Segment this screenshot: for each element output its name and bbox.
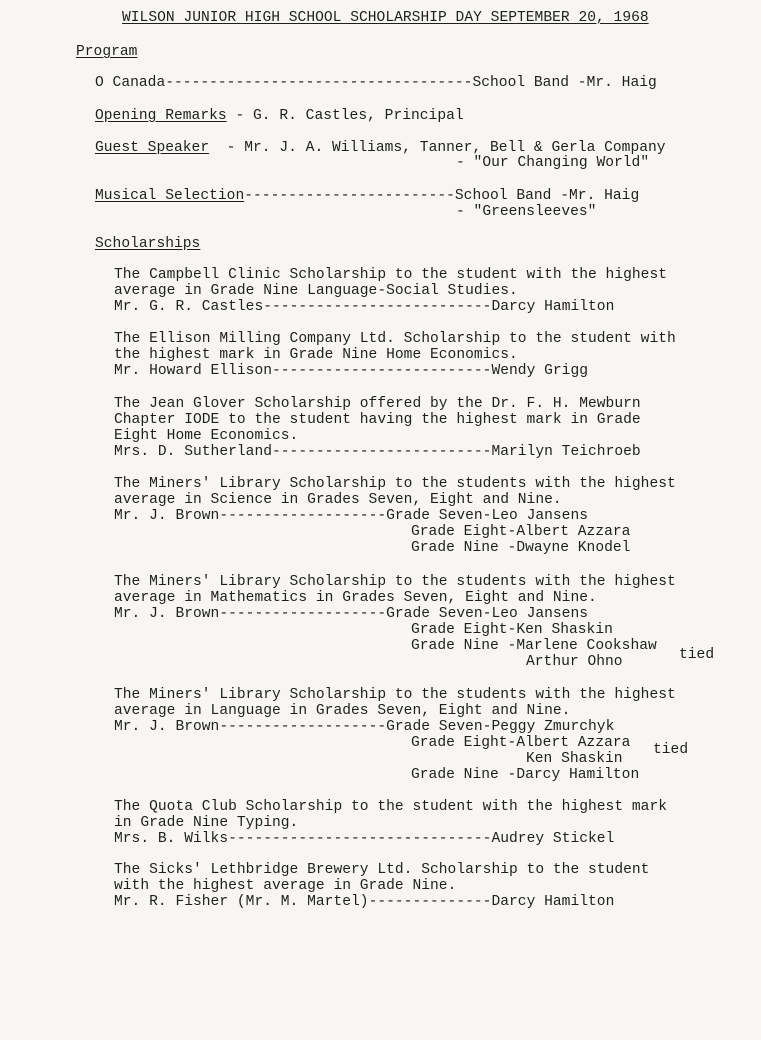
program-item-musical-selection xyxy=(95,188,639,204)
scholarship-desc: the highest mark in Grade Nine Home Economics. xyxy=(114,347,518,363)
scholarship-desc: average in Mathematics in Grades Seven, Eight and Nine. xyxy=(114,590,597,606)
scholarship-desc: Chapter IODE to the student having the highest mark in Grade xyxy=(114,412,641,428)
grade-recipient: Grade Eight-Albert Azzara xyxy=(411,735,631,751)
leader-dashes: -------------------------- xyxy=(263,299,492,315)
grade-recipient: Grade Seven-Peggy Zmurchyk xyxy=(386,719,615,735)
grade-recipient: Grade Seven-Leo Jansens xyxy=(386,508,589,524)
scholarship-desc: The Miners' Library Scholarship to the students with the highest xyxy=(114,476,676,492)
presenter-name: Mr. J. Brown xyxy=(114,719,220,735)
recipient-name: Darcy Hamilton xyxy=(491,299,615,315)
grade-recipient: Grade Seven-Leo Jansens xyxy=(386,606,589,622)
program-item-o-canada xyxy=(95,75,657,91)
scholarship-award-line xyxy=(114,719,614,735)
presenter-name: Mr. J. Brown xyxy=(114,606,220,622)
recipient-name: Wendy Grigg xyxy=(491,363,589,379)
scholarship-desc: average in Language in Grades Seven, Eight and Nine. xyxy=(114,703,571,719)
program-heading: Program xyxy=(76,44,138,60)
scholarship-award-line xyxy=(114,363,588,379)
program-label: O Canada xyxy=(95,75,166,91)
presenter-name: Mrs. B. Wilks xyxy=(114,831,229,847)
leader-dashes: ----------------------------------- xyxy=(165,75,473,91)
recipient-name: Audrey Stickel xyxy=(491,831,615,847)
program-label: Musical Selection xyxy=(95,188,245,204)
recipient-name: Darcy Hamilton xyxy=(491,894,615,910)
tied-recipient: Ken Shaskin xyxy=(526,751,623,767)
grade-recipient: Grade Nine -Dwayne Knodel xyxy=(411,540,631,556)
scholarship-award-line xyxy=(114,894,614,910)
program-item-guest-speaker xyxy=(95,140,666,156)
grade-recipient: Grade Eight-Ken Shaskin xyxy=(411,622,613,638)
tied-label: tied xyxy=(653,742,689,758)
leader-dashes: ------------------- xyxy=(219,508,387,524)
presenter-name: Mrs. D. Sutherland xyxy=(114,444,272,460)
scholarship-award-line xyxy=(114,299,614,315)
scholarship-award-line xyxy=(114,508,588,524)
leader-dashes: ------------------------------ xyxy=(228,831,492,847)
grade-recipient: Grade Nine -Darcy Hamilton xyxy=(411,767,640,783)
program-item-musical-piece: - "Greensleeves" xyxy=(456,204,597,220)
leader-dashes: ------------------- xyxy=(219,606,387,622)
scholarship-award-line xyxy=(114,831,614,847)
scholarship-desc: The Campbell Clinic Scholarship to the student with the highest xyxy=(114,267,667,283)
leader-dashes: ------------------------- xyxy=(272,363,492,379)
presenter-name: Mr. R. Fisher (Mr. M. Martel) xyxy=(114,894,369,910)
grade-recipient: Grade Eight-Albert Azzara xyxy=(411,524,631,540)
program-item-opening-remarks xyxy=(95,108,464,124)
program-label: Guest Speaker xyxy=(95,140,210,156)
program-performer: School Band -Mr. Haig xyxy=(472,75,657,91)
presenter-name: Mr. Howard Ellison xyxy=(114,363,272,379)
tied-recipient: Arthur Ohno xyxy=(526,654,623,670)
scholarship-desc: The Miners' Library Scholarship to the students with the highest xyxy=(114,687,676,703)
scholarship-desc: Eight Home Economics. xyxy=(114,428,299,444)
presenter-name: Mr. G. R. Castles xyxy=(114,299,264,315)
grade-recipient: Grade Nine -Marlene Cookshaw xyxy=(411,638,657,654)
tied-label: tied xyxy=(679,647,715,663)
scholarship-award-line xyxy=(114,444,641,460)
scholarship-desc: The Quota Club Scholarship to the student with the highest mark xyxy=(114,799,667,815)
scholarship-desc: The Sicks' Lethbridge Brewery Ltd. Scholarship to the student xyxy=(114,862,650,878)
presenter-name: Mr. J. Brown xyxy=(114,508,220,524)
program-performer: School Band -Mr. Haig xyxy=(454,188,640,204)
scholarship-desc: average in Grade Nine Language-Social Studies. xyxy=(114,283,518,299)
leader-dashes: ------------------- xyxy=(219,719,387,735)
program-label: Opening Remarks xyxy=(95,108,227,124)
leader-dashes: ------------------------ xyxy=(244,188,455,204)
leader-dashes: -------------- xyxy=(368,894,492,910)
program-item-guest-speaker-topic: - "Our Changing World" xyxy=(456,155,650,171)
program-detail: - Mr. J. A. Williams, Tanner, Bell & Gerla Company xyxy=(209,140,666,156)
scholarship-desc: with the highest average in Grade Nine. xyxy=(114,878,457,894)
scholarship-award-line xyxy=(114,606,588,622)
scholarship-desc: The Miners' Library Scholarship to the students with the highest xyxy=(114,574,676,590)
scholarships-heading: Scholarships xyxy=(95,236,201,252)
scholarship-desc: The Ellison Milling Company Ltd. Scholarship to the student with xyxy=(114,331,676,347)
program-detail: - G. R. Castles, Principal xyxy=(226,108,464,124)
page-title: WILSON JUNIOR HIGH SCHOOL SCHOLARSHIP DAY SEPTEMBER 20, 1968 xyxy=(122,10,649,26)
scholarship-desc: The Jean Glover Scholarship offered by the Dr. F. H. Mewburn xyxy=(114,396,641,412)
scholarship-desc: average in Science in Grades Seven, Eight and Nine. xyxy=(114,492,562,508)
scholarship-desc: in Grade Nine Typing. xyxy=(114,815,299,831)
recipient-name: Marilyn Teichroeb xyxy=(491,444,641,460)
leader-dashes: ------------------------- xyxy=(272,444,492,460)
